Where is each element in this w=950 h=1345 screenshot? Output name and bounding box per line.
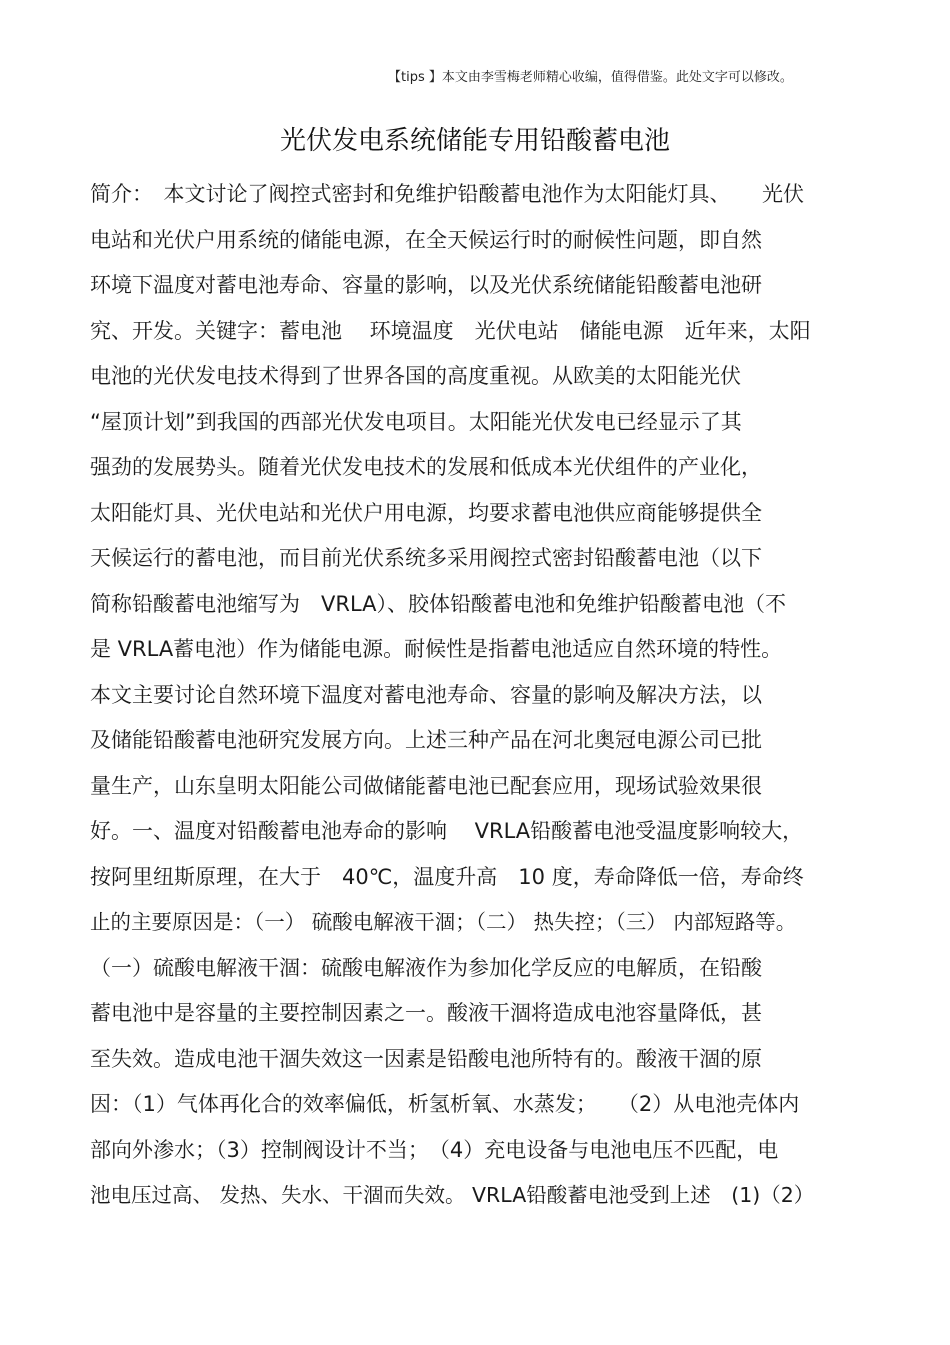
- document-body: [90, 172, 870, 1219]
- body-line: 电池的光伏发电技术得到了世界各国的高度重视。从欧美的太阳能光伏: [90, 364, 741, 388]
- body-line: 池电压过高、 发热、失水、干涸而失效。 VRLA铅酸蓄电池受到上述 (1)（2）: [90, 1183, 815, 1207]
- body-line: 部向外渗水；（3）控制阀设计不当； （4）充电设备与电池电压不匹配，电: [90, 1137, 779, 1162]
- body-line: 因：（1）气体再化合的效率偏低，析氢析氧、水蒸发； （2）从电池壳体内: [90, 1092, 800, 1116]
- body-line: 止的主要原因是：（一） 硫酸电解液干涸；（二） 热失控；（三） 内部短路等。: [90, 910, 797, 934]
- tips-note: 【tips 】本文由李雪梅老师精心收编，值得借鉴。此处文字可以修改。: [388, 70, 793, 85]
- body-line: 至失效。造成电池干涸失效这一因素是铅酸电池所特有的。酸液干涸的原: [90, 1046, 762, 1071]
- body-line: 太阳能灯具、光伏电站和光伏户用电源，均要求蓄电池供应商能够提供全: [90, 500, 762, 525]
- body-line: （一）硫酸电解液干涸：硫酸电解液作为参加化学反应的电解质，在铅酸: [90, 955, 762, 980]
- body-line: 强劲的发展势头。随着光伏发电技术的发展和低成本光伏组件的产业化，: [90, 455, 762, 479]
- body-line: 电站和光伏户用系统的储能电源，在全天候运行时的耐候性问题，即自然: [90, 227, 762, 252]
- body-line: 环境下温度对蓄电池寿命、容量的影响，以及光伏系统储能铅酸蓄电池研: [90, 273, 762, 297]
- body-line: 天候运行的蓄电池，而目前光伏系统多采用阀控式密封铅酸蓄电池（以下: [90, 546, 762, 570]
- body-line: 简称铅酸蓄电池缩写为 VRLA）、胶体铅酸蓄电池和免维护铅酸蓄电池（不: [90, 591, 787, 616]
- body-line: 量生产，山东皇明太阳能公司做储能蓄电池已配套应用，现场试验效果很: [90, 773, 762, 798]
- page-title: 光伏发电系统储能专用铅酸蓄电池: [279, 126, 670, 156]
- body-line: 蓄电池中是容量的主要控制因素之一。酸液干涸将造成电池容量降低，甚: [90, 1001, 762, 1025]
- body-line: 简介： 本文讨论了阀控式密封和免维护铅酸蓄电池作为太阳能灯具、 光伏: [90, 182, 804, 206]
- body-line: 按阿里纽斯原理，在大于 40℃，温度升高 10 度，寿命降低一倍，寿命终: [90, 864, 804, 889]
- body-line: 是 VRLA蓄电池）作为储能电源。耐候性是指蓄电池适应自然环境的特性。: [90, 637, 783, 661]
- body-line: 本文主要讨论自然环境下温度对蓄电池寿命、容量的影响及解决方法，以: [90, 682, 762, 707]
- body-line: 及储能铅酸蓄电池研究发展方向。上述三种产品在河北奥冠电源公司已批: [90, 728, 762, 752]
- body-line: 好。一、温度对铅酸蓄电池寿命的影响 VRLA铅酸蓄电池受温度影响较大，: [90, 819, 804, 843]
- body-line: “屋顶计划”到我国的西部光伏发电项目。太阳能光伏发电已经显示了其: [90, 409, 742, 434]
- body-line: 究、开发。关键字：蓄电池 环境温度 光伏电站 储能电源 近年来，太阳: [90, 318, 811, 343]
